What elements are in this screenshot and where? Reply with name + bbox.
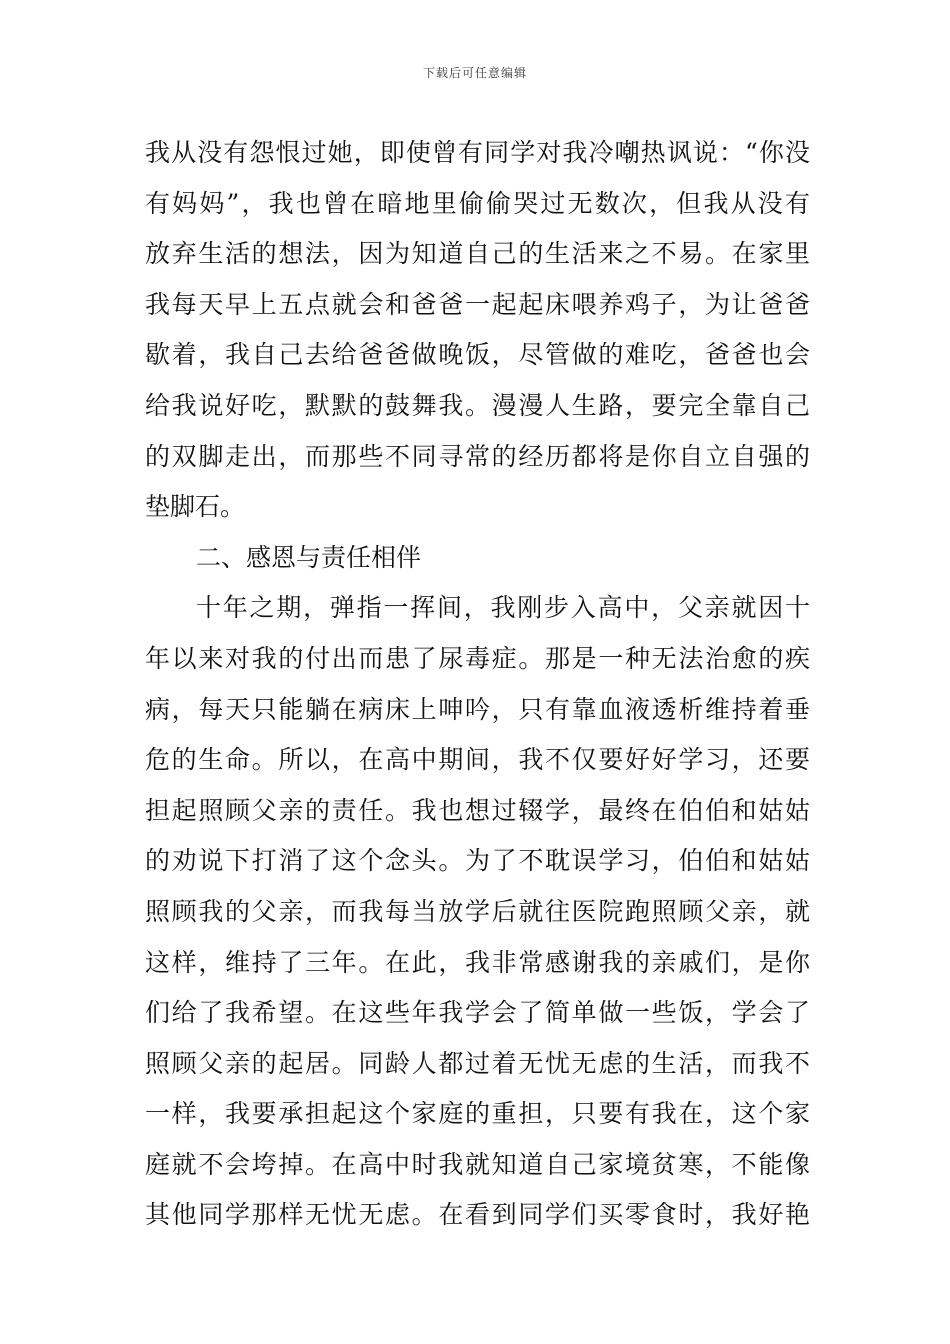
text-line: 的双脚走出，而那些不同寻常的经历都将是你自立自强的 xyxy=(145,441,810,471)
text-line: 的劝说下打消了这个念头。为了不耽误学习，伯伯和姑姑 xyxy=(145,846,810,876)
text-line: 照顾我的父亲，而我每当放学后就往医院跑照顾父亲，就 xyxy=(145,896,810,926)
text-line: 庭就不会垮掉。在高中时我就知道自己家境贫寒，不能像 xyxy=(145,1149,810,1179)
text-line: 年以来对我的付出而患了尿毒症。那是一种无法治愈的疾 xyxy=(145,643,810,673)
text-line: 我从没有怨恨过她，即使曾有同学对我冷嘲热讽说：“你没 xyxy=(145,138,810,167)
text-line: 们给了我希望。在这些年我学会了简单做一些饭，学会了 xyxy=(145,998,810,1028)
text-line: 有妈妈”，我也曾在暗地里偷偷哭过无数次，但我从没有 xyxy=(145,188,810,218)
text-line: 这样，维持了三年。在此，我非常感谢我的亲戚们，是你 xyxy=(145,947,810,977)
document-body xyxy=(145,128,810,1241)
section-heading: 二、感恩与责任相伴 xyxy=(196,542,422,572)
text-line: 给我说好吃，默默的鼓舞我。漫漫人生路，要完全靠自己 xyxy=(145,390,810,420)
text-line: 危的生命。所以，在高中期间，我不仅要好好学习，还要 xyxy=(145,745,810,775)
text-line: 担起照顾父亲的责任。我也想过辍学，最终在伯伯和姑姑 xyxy=(145,795,810,825)
page-header: 下载后可任意编辑 xyxy=(422,66,527,80)
text-line: 照顾父亲的起居。同龄人都过着无忧无虑的生活，而我不 xyxy=(145,1048,810,1078)
text-line: 病，每天只能躺在病床上呻吟，只有靠血液透析维持着垂 xyxy=(145,694,810,724)
text-line: 十年之期，弹指一挥间，我刚步入高中，父亲就因十 xyxy=(196,593,810,623)
text-line: 放弃生活的想法，因为知道自己的生活来之不易。在家里 xyxy=(145,239,810,269)
text-line: 我每天早上五点就会和爸爸一起起床喂养鸡子，为让爸爸 xyxy=(145,289,810,319)
text-line: 歇着，我自己去给爸爸做晚饭，尽管做的难吃，爸爸也会 xyxy=(145,340,810,370)
text-line: 一样，我要承担起这个家庭的重担，只要有我在，这个家 xyxy=(145,1099,810,1129)
text-line: 其他同学那样无忧无虑。在看到同学们买零食时，我好艳 xyxy=(145,1200,810,1230)
text-line: 垫脚石。 xyxy=(145,492,246,522)
